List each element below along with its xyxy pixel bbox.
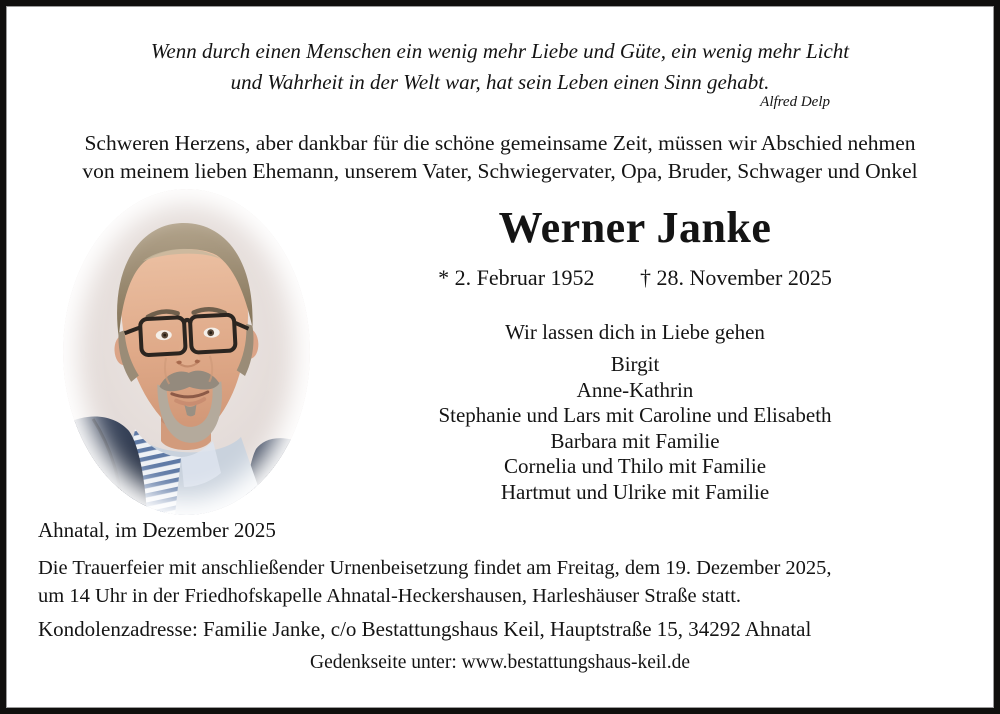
deceased-portrait-photo <box>63 189 310 515</box>
funeral-info <box>38 555 970 610</box>
mourner-name: Stephanie und Lars mit Caroline und Elisabeth <box>438 403 832 427</box>
mourner-name: Cornelia und Thilo mit Familie <box>503 454 767 478</box>
life-dates <box>310 265 960 291</box>
birth-date: * 2. Februar 1952 <box>438 265 595 290</box>
death-date: † 28. November 2025 <box>640 265 832 290</box>
place-and-date: Ahnatal, im Dezember 2025 <box>38 518 276 542</box>
farewell-line: Wir lassen dich in Liebe gehen <box>505 320 765 344</box>
funeral-info-line-1: Die Trauerfeier mit anschließender Urnenbeisetzung findet am Freitag, dem 19. Dezember 2025, <box>38 557 832 579</box>
mourner-name: Hartmut und Ulrike mit Familie <box>500 479 770 504</box>
memorial-website-line: Gedenkseite unter: www.bestattungshaus-keil.de <box>310 652 690 673</box>
quote-line-1: Wenn durch einen Menschen ein wenig mehr Liebe und Güte, ein wenig mehr Licht <box>150 39 850 63</box>
mourner-name: Barbara mit Familie <box>550 428 720 453</box>
intro-paragraph <box>0 129 1000 185</box>
deceased-name: Werner Janke <box>498 203 772 252</box>
mourner-name: Anne-Kathrin <box>576 377 694 402</box>
intro-line-2: von meinem lieben Ehemann, unserem Vater, Schwiegervater, Opa, Bruder, Schwager und Onkel <box>82 159 918 183</box>
portrait-illustration <box>63 189 310 515</box>
funeral-info-line-2: um 14 Uhr in der Friedhofskapelle Ahnatal-Heckershausen, Harleshäuser Straße statt. <box>38 584 742 607</box>
quote-attribution: Alfred Delp <box>760 94 830 110</box>
quote-line-2: und Wahrheit in der Welt war, hat sein Leben einen Sinn gehabt. <box>230 70 770 94</box>
mourner-name: Birgit <box>610 352 660 376</box>
condolence-address: Kondolenzadresse: Familie Janke, c/o Bestattungshaus Keil, Hauptstraße 15, 34292 Ahnatal <box>38 617 812 641</box>
memorial-quote <box>0 36 1000 98</box>
mourners-list <box>310 352 960 505</box>
intro-line-1: Schweren Herzens, aber dankbar für die schöne gemeinsame Zeit, müssen wir Abschied nehmen <box>84 131 916 155</box>
